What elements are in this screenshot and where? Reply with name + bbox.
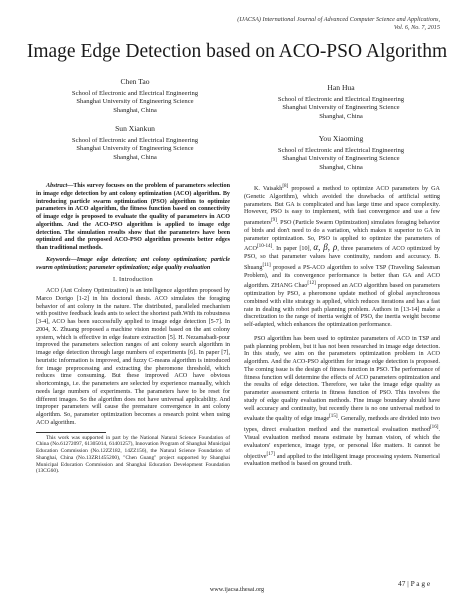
author-city: Shanghai, China [319,163,363,171]
author-org: Shanghai University of Engineering Science [76,98,194,106]
citation: [8] [282,183,289,189]
author-block-1 [30,78,240,115]
section-heading-introduction: I. Introduction [113,277,153,284]
footnote-divider [36,432,106,433]
paper-title: Image Edge Detection based on ACO-PSO Algorithm [26,41,448,62]
author-city: Shanghai, China [319,112,363,120]
author-dept: School of Electronic and Electrical Engineering [277,95,405,103]
citation: [12] [307,280,316,287]
author-dept: School of Electronic and Electrical Engineering [71,136,199,144]
greek-formula: α, β, ρ [313,242,338,253]
author-block-2 [236,84,446,121]
page-number: 47 | P a g e [398,579,431,588]
author-name: Sun Xiankun [115,124,155,133]
right-column [244,183,440,469]
author-block-4 [236,135,446,172]
citation: [11] [262,261,271,268]
intro-paragraph: ACO (Ant Colony Optimization) is an intelligence algorithm proposed by Marco Dorigo [1-2] in his doctoral thesis. ACO simulates the foraging behavior of ant colony in the nature. The distributed, paralleled mechanism with positive feedback leads ants to select the shortest path.With its robustness [3-4], ACO has been successfully applied to image edge detection [5-7]. In 2004, X. Zhuang proposed a machine vision model based on the ant colony system, which is effective in edge feature extraction [5]. H. Nezamabadi-pour improved the parameters selection ranges of ant colony search algorithm in image edge detection through large numbers of experiments [6]. In paper [7], heuristic information is improved, and fuzzy C-means algorithm is introduced for image preprocessing and extracting the pheromone threshold, which reduces time consuming. But these improved ACO have obvious shortcomings, i.e. the parameters are selected by experience manually, which needs large numbers of experiments. The parameters have to be reset for different images. So the algorithm does not have universal applicability. And improper parameters will cause the premature convergence in ant colony algorithm. So, parameter optimization becomes a research point when using ACO algorithm. [36,288,230,426]
author-name: Han Hua [327,83,355,92]
abstract-lead: Abstract [46,183,68,189]
abstract-text: —This survey focuses on the problem of parameters selection in image edge detection by ant colony optimization (ACO) algorithm. By introducing particle swarm optimization (PSO) algorithm to optimize parameters in ACO algorithm, the fitness function based on connectivity of image edge is proposed to evaluate the quality of parameters in ACO algorithm. And the ACO-PSO algorithm is applied to image edge detection. The simulation results show that the parameters have been optimized and the proposed ACO-PSO algorithm presents better edges than traditional methods. [36,183,230,251]
journal-name: (IJACSA) International Journal of Advanced Computer Science and Applications, [237,16,440,23]
abstract [36,183,230,253]
author-name: You Xiaoming [318,134,364,143]
author-org: Shanghai University of Engineering Science [282,104,400,112]
right-paragraph-2: PSO algorithm has been used to optimize parameters of ACO in TSP and path planning problem, but it has not been researched in image edge detection. In this study, we aim on the parameters optimization problem in ACO algorithm. And the ACO-PSO algorithm for image edge detection is proposed. The coming issue is the design of fitness function in PSO. The performance of fitness function will determine the effects of ACO parameters optimization and the results of edge detection. Therefore, we take the image edge quality as parameter assessment criteria in fitness function of PSO. This involves the study of edge quality evaluation methods. Fine image boundary should have well accuracy and continuity, but recently there is no one universal method to evaluate the quality of edge image[15]. Generally, methods are divided into two types, direct evaluation method and the numerical evaluation method[16]. Visual evaluation method means estimate by human vision, of which the evaluators' experience, image type, or personal like matters. It cannot be objective[17] and applied to the intelligent image processing system. Numerical evaluation method is based on ground truth. [244,335,441,468]
right-paragraph-1: K. Vaisakh[8] proposed a method to optimize ACO parameters by GA (Genetic Algorithm), which avoided the drawbacks of artificial setting parameters. But GA is complicated and has large time and space complexity. However, PSO is easy to implement, with fast convergence and use a few parameters[9]. PSO (Particle Swarm Optimization) simulates foraging behavior of birds and don't need to do a variation, which makes it superior to GA in parameter optimization. So, PSO is applied to optimize the parameters of ACO[10-14]. In paper [10], α, β, ρ, three parameters of ACO optimized by PSO, so that parameter values have continuity, random and accuracy. B. Shuang[11] proposed a PS-ACO algorithm to solve TSP (Traveling Salesman Problem), and its convergence performance is better than GA and ACO algorithm. ZHANG Chao[12] proposed an ACO algorithm based on parameters optimization by PSO, a pheromone update method of global asynchronous combined with elite strategy is applied, which reduces iterations and has a fast rate in dealing with robot path planning problem. Authors in [13-14] make a discretization to the range of inertia weight of PSO, the inertia weight become self-adapted, which enhances the optimization performance. [244,183,441,329]
author-dept: School of Electronic and Electrical Engineering [71,89,199,97]
author-city: Shanghai, China [113,153,157,161]
funding-footnote: This work was supported in part by the National Natural Science Foundation of China (No.61272097, 61305014, 61401257), Innovation Program of Shanghai Municipal Education Commission (No.12ZZ182, 14ZZ156), the Natural Science Foundation of Shanghai, China (No.13ZR1455200), "Chen Guang" project supported by Shanghai Municipal Education Commission and Shanghai Education Development Foundation (13CG60). [36,434,230,475]
author-dept: School of Electronic and Electrical Engineering [277,146,405,154]
author-name: Chen Tao [120,77,150,86]
citation: [16] [429,424,439,431]
left-column [36,183,230,475]
citation: [9] [270,217,277,224]
citation: [17] [266,450,276,457]
keywords: Keywords—Image edge detection; ant colony optimization; particle swarm optimization; parameter optimization; edge quality evaluation [36,256,230,271]
journal-header [140,16,440,32]
journal-volume: Vol. 6, No. 7, 2015 [393,24,440,31]
author-org: Shanghai University of Engineering Science [76,145,194,153]
author-block-3 [30,125,240,162]
author-city: Shanghai, China [113,106,157,114]
citation: [15] [329,413,338,420]
journal-website: www.ijacsa.thesai.org [209,586,265,593]
citation: [10-14] [256,243,273,250]
author-org: Shanghai University of Engineering Science [282,155,400,163]
